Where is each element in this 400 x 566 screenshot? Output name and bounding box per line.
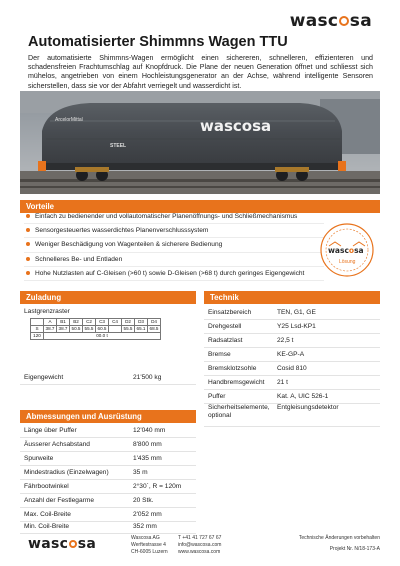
table-row [204, 404, 380, 427]
table-cell: 38.7 [44, 326, 57, 333]
row-label: Radsatzlast [208, 337, 243, 344]
row-label: Puffer [208, 393, 226, 400]
row-value: Cosid 810 [277, 365, 307, 372]
row-value: 8'800 mm [133, 441, 162, 448]
row-label: Fährbootwinkel [24, 483, 69, 490]
row-value: 1'435 mm [133, 455, 162, 462]
list-item: Weniger Beschädigung von Wagenteilen & sicherere Bedienung [24, 238, 324, 252]
table-cell: S [31, 326, 44, 333]
row-value: KE-GP-A [277, 351, 305, 358]
table-cell: 55.5 [122, 326, 135, 333]
table-cell: 65.1 [135, 326, 148, 333]
row-value: 22,5 t [277, 337, 294, 344]
abmessungen-heading: Abmessungen und Ausrüstung [20, 410, 196, 423]
vorteile-heading: Vorteile [20, 200, 380, 213]
table-cell: 60.5 [96, 326, 109, 333]
table-row [20, 438, 196, 452]
row-label: Min. Coil-Breite [24, 523, 70, 530]
phone-text: T +41 41 727 67 67 [178, 535, 222, 541]
table-cell: B2 [70, 319, 83, 326]
row-value: 35 m [133, 469, 148, 476]
row-label: Äusserer Achsabstand [24, 441, 90, 448]
list-item: Sensorgesteuertes wasserdichtes Planenverschlusssystem [24, 224, 324, 238]
row-label: Spurweite [24, 455, 54, 462]
badge-text: wasc [328, 246, 349, 255]
vorteile-list [24, 210, 324, 281]
table-cell: D4 [148, 319, 161, 326]
row-label: Handbremsgewicht [208, 379, 265, 386]
row-label: Bremse [208, 351, 231, 358]
address-line: Wascosa AG [131, 535, 160, 541]
row-value: 21'500 kg [133, 374, 162, 381]
table-row [20, 424, 196, 438]
row-value: 2'052 mm [133, 511, 162, 518]
table-cell: 55.5 [83, 326, 96, 333]
row-label: Sicherheitselemente, optional [208, 404, 270, 419]
side-brand-text: wascosa [200, 117, 272, 135]
table-row [204, 376, 380, 390]
table-cell: 50.5 [70, 326, 83, 333]
table-row [204, 362, 380, 376]
row-value: Entgleisungsdetektor [277, 404, 339, 411]
table-cell: C4 [109, 319, 122, 326]
zuladung-heading: Zuladung [20, 291, 196, 304]
page-title: Automatisierter Shimmns Wagen TTU [28, 34, 288, 50]
table-cell: C2 [83, 319, 96, 326]
footer-contact [178, 535, 221, 556]
table-cell: 120 [31, 333, 44, 340]
steel-text: STEEL [110, 143, 127, 149]
list-item: Einfach zu bedienender und vollautomatischer Planenöffnungs- und Schließmechanismus [24, 210, 324, 224]
footer-address [131, 535, 168, 556]
row-value: Kat. A, UIC 526-1 [277, 393, 329, 400]
table-row [20, 452, 196, 466]
table-row [20, 466, 196, 480]
table-row [20, 494, 196, 508]
table-cell: A [44, 319, 57, 326]
table-row [20, 480, 196, 494]
email-link[interactable]: info@wascosa.com [178, 542, 222, 548]
table-cell: D3 [135, 319, 148, 326]
table-row [204, 306, 380, 320]
table-cell: B1 [57, 319, 70, 326]
row-value: 21 t [277, 379, 288, 386]
svg-text:wascosa: wascosa [328, 246, 364, 255]
badge-sub-text: Lösung [339, 259, 356, 265]
address-line: CH-6005 Luzern [131, 549, 168, 555]
list-item: Hohe Nutzlasten auf C-Gleisen (>60 t) sowie D-Gleisen (>68 t) durch geringes Eigengewicht [24, 267, 324, 281]
row-label: Länge über Puffer [24, 427, 77, 434]
row-label: Mindestradius (Einzelwagen) [24, 469, 109, 476]
footer-project-number: Projekt Nr. N/18-173-A [329, 546, 380, 552]
eigengewicht-row [20, 371, 196, 385]
table-cell [109, 326, 122, 333]
table-cell [31, 319, 44, 326]
table-cell: 00.0 t [44, 333, 161, 340]
table-cell: 38.7 [57, 326, 70, 333]
row-label: Eigengewicht [24, 374, 64, 381]
row-label: Einsatzbereich [208, 309, 252, 316]
table-row [204, 348, 380, 362]
table-row [204, 320, 380, 334]
intro-paragraph: Der automatisierte Shimmns-Wagen ermöglicht einen sichereren, schnelleren, effizienteren und schadensfreien Frachtumschlag auf Knopfdruck. Die Plane der neuen Generation öffnet und schliesst sich mühelos, angetrieben von einem Hochleistungsgenerator an der Achse, während intelligente Sensoren sicherstellen, dass sie vor der Abfahrt verriegelt und wasserdicht ist. [28, 54, 373, 90]
table-cell: D2 [122, 319, 135, 326]
list-item: Schnelleres Be- und Entladen [24, 253, 324, 267]
row-value: 2°30´, R = 120m [133, 483, 182, 490]
website-link[interactable]: www.wascosa.com [178, 549, 221, 555]
row-label: Drehgestell [208, 323, 242, 330]
row-label: Bremsklotzsohle [208, 365, 257, 372]
row-label: Anzahl der Festlegarme [24, 497, 95, 504]
lastgrenzraster-label: Lastgrenzraster [24, 308, 70, 315]
row-value: TEN, G1, GE [277, 309, 316, 316]
table-row [204, 390, 380, 404]
row-label: Max. Coil-Breite [24, 511, 71, 518]
technik-heading: Technik [204, 291, 380, 304]
load-limit-table [30, 318, 161, 340]
arcelor-text: ArcelorMittal [55, 117, 83, 123]
row-value: 20 Stk. [133, 497, 154, 504]
footer-disclaimer: Technische Änderungen vorbehalten [298, 535, 380, 541]
footer-wascosa-logo: wasc sa [28, 536, 97, 552]
table-cell: C3 [96, 319, 109, 326]
wascosa-logo: wasc sa [289, 11, 372, 31]
table-row [20, 520, 196, 534]
wascosa-solution-badge [319, 222, 375, 278]
wagon-photo [20, 91, 380, 194]
row-value: 352 mm [133, 523, 157, 530]
table-cell: 68.5 [148, 326, 161, 333]
row-value: 12'040 mm [133, 427, 166, 434]
row-value: Y25 Lsd-KP1 [277, 323, 316, 330]
table-row [204, 334, 380, 348]
address-line: Werftestrasse 4 [131, 542, 166, 548]
